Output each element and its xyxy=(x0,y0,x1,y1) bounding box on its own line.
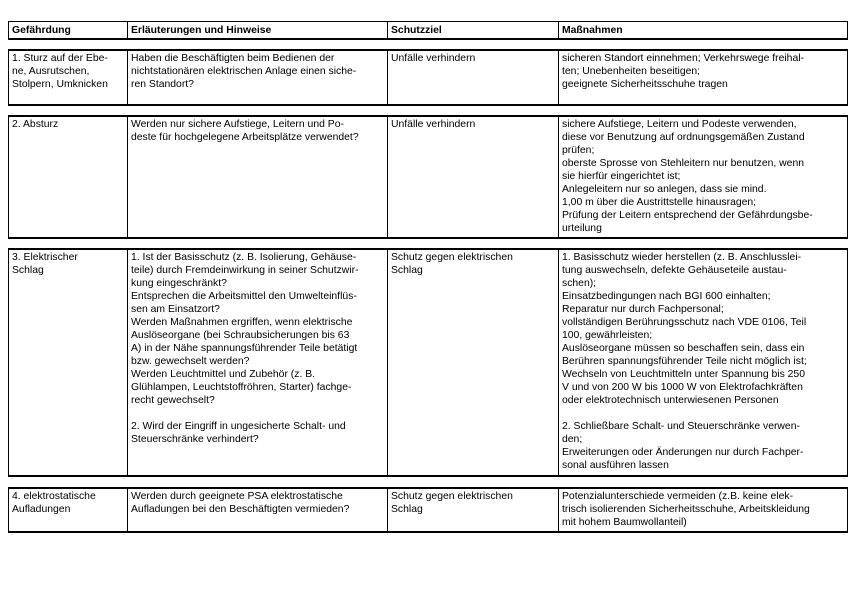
row-2-notes xyxy=(128,116,388,238)
cell-text-line: Werden nur sichere Aufstiege, Leitern und Po- xyxy=(131,119,344,130)
row-4-measures xyxy=(559,488,848,532)
cell-lines xyxy=(391,490,555,516)
cell-text-line: 2. Absturz xyxy=(12,119,59,130)
cell-text-line: geeignete Sicherheitsschuhe tragen xyxy=(562,79,728,90)
cell-text-line: recht gewechselt? xyxy=(131,395,215,406)
cell-text-line: nichtstationären elektrischen Anlage einen siche- xyxy=(131,66,357,77)
cell-text-line: ren Standort? xyxy=(131,79,194,90)
cell-text-line: Haben die Beschäftigten beim Bedienen der xyxy=(131,53,335,64)
cell-text-line: sicheren Standort einnehmen; Verkehrswege freihal- xyxy=(562,53,805,64)
cell-text-line: Einsatzbedingungen nach BGI 600 einhalten; xyxy=(562,291,771,302)
cell-text-line: 1,00 m über die Austrittstelle hinausragen; xyxy=(562,197,757,208)
row-2-hazard xyxy=(9,116,128,238)
cell-text-line: Steuerschränke verhindert? xyxy=(131,434,259,445)
cell-text-line: Unfälle verhindern xyxy=(391,119,476,130)
cell-text-line: Potenzialunterschiede vermeiden (z.B. keine elek- xyxy=(562,491,794,502)
cell-text-line: Unfälle verhindern xyxy=(391,53,476,64)
cell-text-line: diese vor Benutzung auf ordnungsgemäßen Zustand xyxy=(562,132,805,143)
cell-text-line: bzw. gewechselt werden? xyxy=(131,356,250,367)
cell-text-line: Werden durch geeignete PSA elektrostatische xyxy=(131,491,343,502)
cell-text-line: tung auswechseln, defekte Gehäuseteile austau- xyxy=(562,265,787,276)
row-3-hazard xyxy=(9,249,128,476)
row-3-goal xyxy=(388,249,559,476)
cell-text-line: Anlegeleitern nur so anlegen, dass sie mind. xyxy=(562,184,767,195)
cell-text-line: 2. Wird der Eingriff in ungesicherte Schalt- und xyxy=(131,421,346,432)
cell-text-line: Schlag xyxy=(391,504,423,515)
cell-text-line: Aufladungen xyxy=(12,504,71,515)
row-block-4 xyxy=(8,487,848,533)
cell-text-line: deste für hochgelegene Arbeitsplätze verwendet? xyxy=(131,132,359,143)
cell-lines xyxy=(391,251,555,277)
cell-text-line: teile) durch Fremdeinwirkung in seiner Schutzwir- xyxy=(131,265,359,276)
cell-text-line: Schlag xyxy=(12,265,44,276)
row-4-hazard xyxy=(9,488,128,532)
row-1-notes xyxy=(128,50,388,105)
cell-text-line: urteilung xyxy=(562,223,602,234)
cell-lines xyxy=(12,490,124,516)
cell-text-line: oder elektrotechnisch unterwiesenen Personen xyxy=(562,395,779,406)
cell-text-line: Schlag xyxy=(391,265,423,276)
cell-text-line: Wechseln von Leuchtmitteln unter Spannung bis 250 xyxy=(562,369,805,380)
cell-text-line: Schutz gegen elektrischen xyxy=(391,252,513,263)
cell-text-line: Werden Leuchtmittel und Zubehör (z. B. xyxy=(131,369,316,380)
cell-lines xyxy=(391,118,555,131)
cell-text-line: Auslöseorgane (bei Schraubsicherungen bis 63 xyxy=(131,330,350,341)
cell-text-line: sonal ausführen lassen xyxy=(562,460,669,471)
cell-lines xyxy=(12,52,124,91)
cell-lines xyxy=(562,118,844,235)
cell-lines xyxy=(12,251,124,277)
cell-lines xyxy=(562,251,844,472)
row-1-goal xyxy=(388,50,559,105)
header-gefaehrdung: Gefährdung xyxy=(9,22,128,40)
cell-text-line: vollständigen Berührungsschutz nach VDE 0106, Teil xyxy=(562,317,807,328)
cell-lines xyxy=(391,52,555,65)
header-erlaeuterungen: Erläuterungen und Hinweise xyxy=(128,22,388,40)
cell-text-line: Reparatur nur durch Fachpersonal; xyxy=(562,304,724,315)
cell-text-line: kung eingeschränkt? xyxy=(131,278,227,289)
cell-lines xyxy=(562,52,844,91)
cell-text-line: Erweiterungen oder Änderungen nur durch Fachper- xyxy=(562,447,804,458)
cell-text-line: Prüfung der Leitern entsprechend der Gefährdungsbe- xyxy=(562,210,813,221)
cell-text-line: mit hohem Baumwollanteil) xyxy=(562,517,687,528)
row-2-measures xyxy=(559,116,848,238)
cell-text-line: sichere Aufstiege, Leitern und Podeste verwenden, xyxy=(562,119,797,130)
cell-lines xyxy=(131,490,384,516)
cell-text-line: 1. Ist der Basisschutz (z. B. Isolierung, Gehäuse- xyxy=(131,252,357,263)
row-3-notes xyxy=(128,249,388,476)
cell-text-line: Auslöseorgane müssen so beschaffen sein, dass ein xyxy=(562,343,805,354)
cell-text-line: Berühren spannungsführender Teile nicht möglich ist; xyxy=(562,356,807,367)
header-schutzziel: Schutzziel xyxy=(388,22,559,40)
cell-text-line: sie hierfür eingerichtet ist; xyxy=(562,171,681,182)
table-header xyxy=(8,21,848,40)
row-3-measures xyxy=(559,249,848,476)
cell-text-line xyxy=(562,407,844,420)
cell-text-line: prüfen; xyxy=(562,145,595,156)
cell-text-line: ten; Unebenheiten beseitigen; xyxy=(562,66,701,77)
header-massnahmen: Maßnahmen xyxy=(559,22,848,40)
row-4-notes xyxy=(128,488,388,532)
row-2-goal xyxy=(388,116,559,238)
cell-lines xyxy=(12,118,124,131)
row-4-goal xyxy=(388,488,559,532)
row-1-hazard xyxy=(9,50,128,105)
cell-text-line: Stolpern, Umknicken xyxy=(12,79,108,90)
cell-text-line: Schutz gegen elektrischen xyxy=(391,491,513,502)
cell-text-line: 100, gewährleisten; xyxy=(562,330,653,341)
cell-text-line: Werden Maßnahmen ergriffen, wenn elektrische xyxy=(131,317,353,328)
cell-lines xyxy=(131,118,384,144)
cell-text-line: sen am Einsatzort? xyxy=(131,304,220,315)
cell-text-line xyxy=(131,407,384,420)
cell-text-line: 2. Schließbare Schalt- und Steuerschränke verwen- xyxy=(562,421,800,432)
cell-lines xyxy=(562,490,844,529)
cell-text-line: den; xyxy=(562,434,583,445)
row-block-1 xyxy=(8,49,848,106)
cell-text-line: 3. Elektrischer xyxy=(12,252,78,263)
cell-text-line: oberste Sprosse von Stehleitern nur benutzen, wenn xyxy=(562,158,805,169)
cell-text-line: schen); xyxy=(562,278,597,289)
cell-text-line: ne, Ausrutschen, xyxy=(12,66,90,77)
cell-text-line: Entsprechen die Arbeitsmittel den Umwelteinflüs- xyxy=(131,291,357,302)
cell-text-line: A) in der Nähe spannungsführender Teile betätigt xyxy=(131,343,358,354)
cell-text-line: V und von 200 W bis 1000 W von Elektrofachkräften xyxy=(562,382,803,393)
cell-text-line: 1. Sturz auf der Ebe- xyxy=(12,53,108,64)
row-block-2 xyxy=(8,115,848,239)
cell-text-line: 4. elektrostatische xyxy=(12,491,96,502)
cell-text-line: trisch isolierenden Sicherheitsschuhe, Arbeitskleidung xyxy=(562,504,810,515)
cell-text-line: 1. Basisschutz wieder herstellen (z. B. Anschlusslei- xyxy=(562,252,802,263)
cell-lines xyxy=(131,52,384,91)
row-1-measures xyxy=(559,50,848,105)
row-block-3 xyxy=(8,248,848,477)
cell-lines xyxy=(131,251,384,446)
cell-text-line: Glühlampen, Leuchtstoffröhren, Starter) fachge- xyxy=(131,382,352,393)
cell-text-line: Aufladungen bei den Beschäftigten vermieden? xyxy=(131,504,350,515)
